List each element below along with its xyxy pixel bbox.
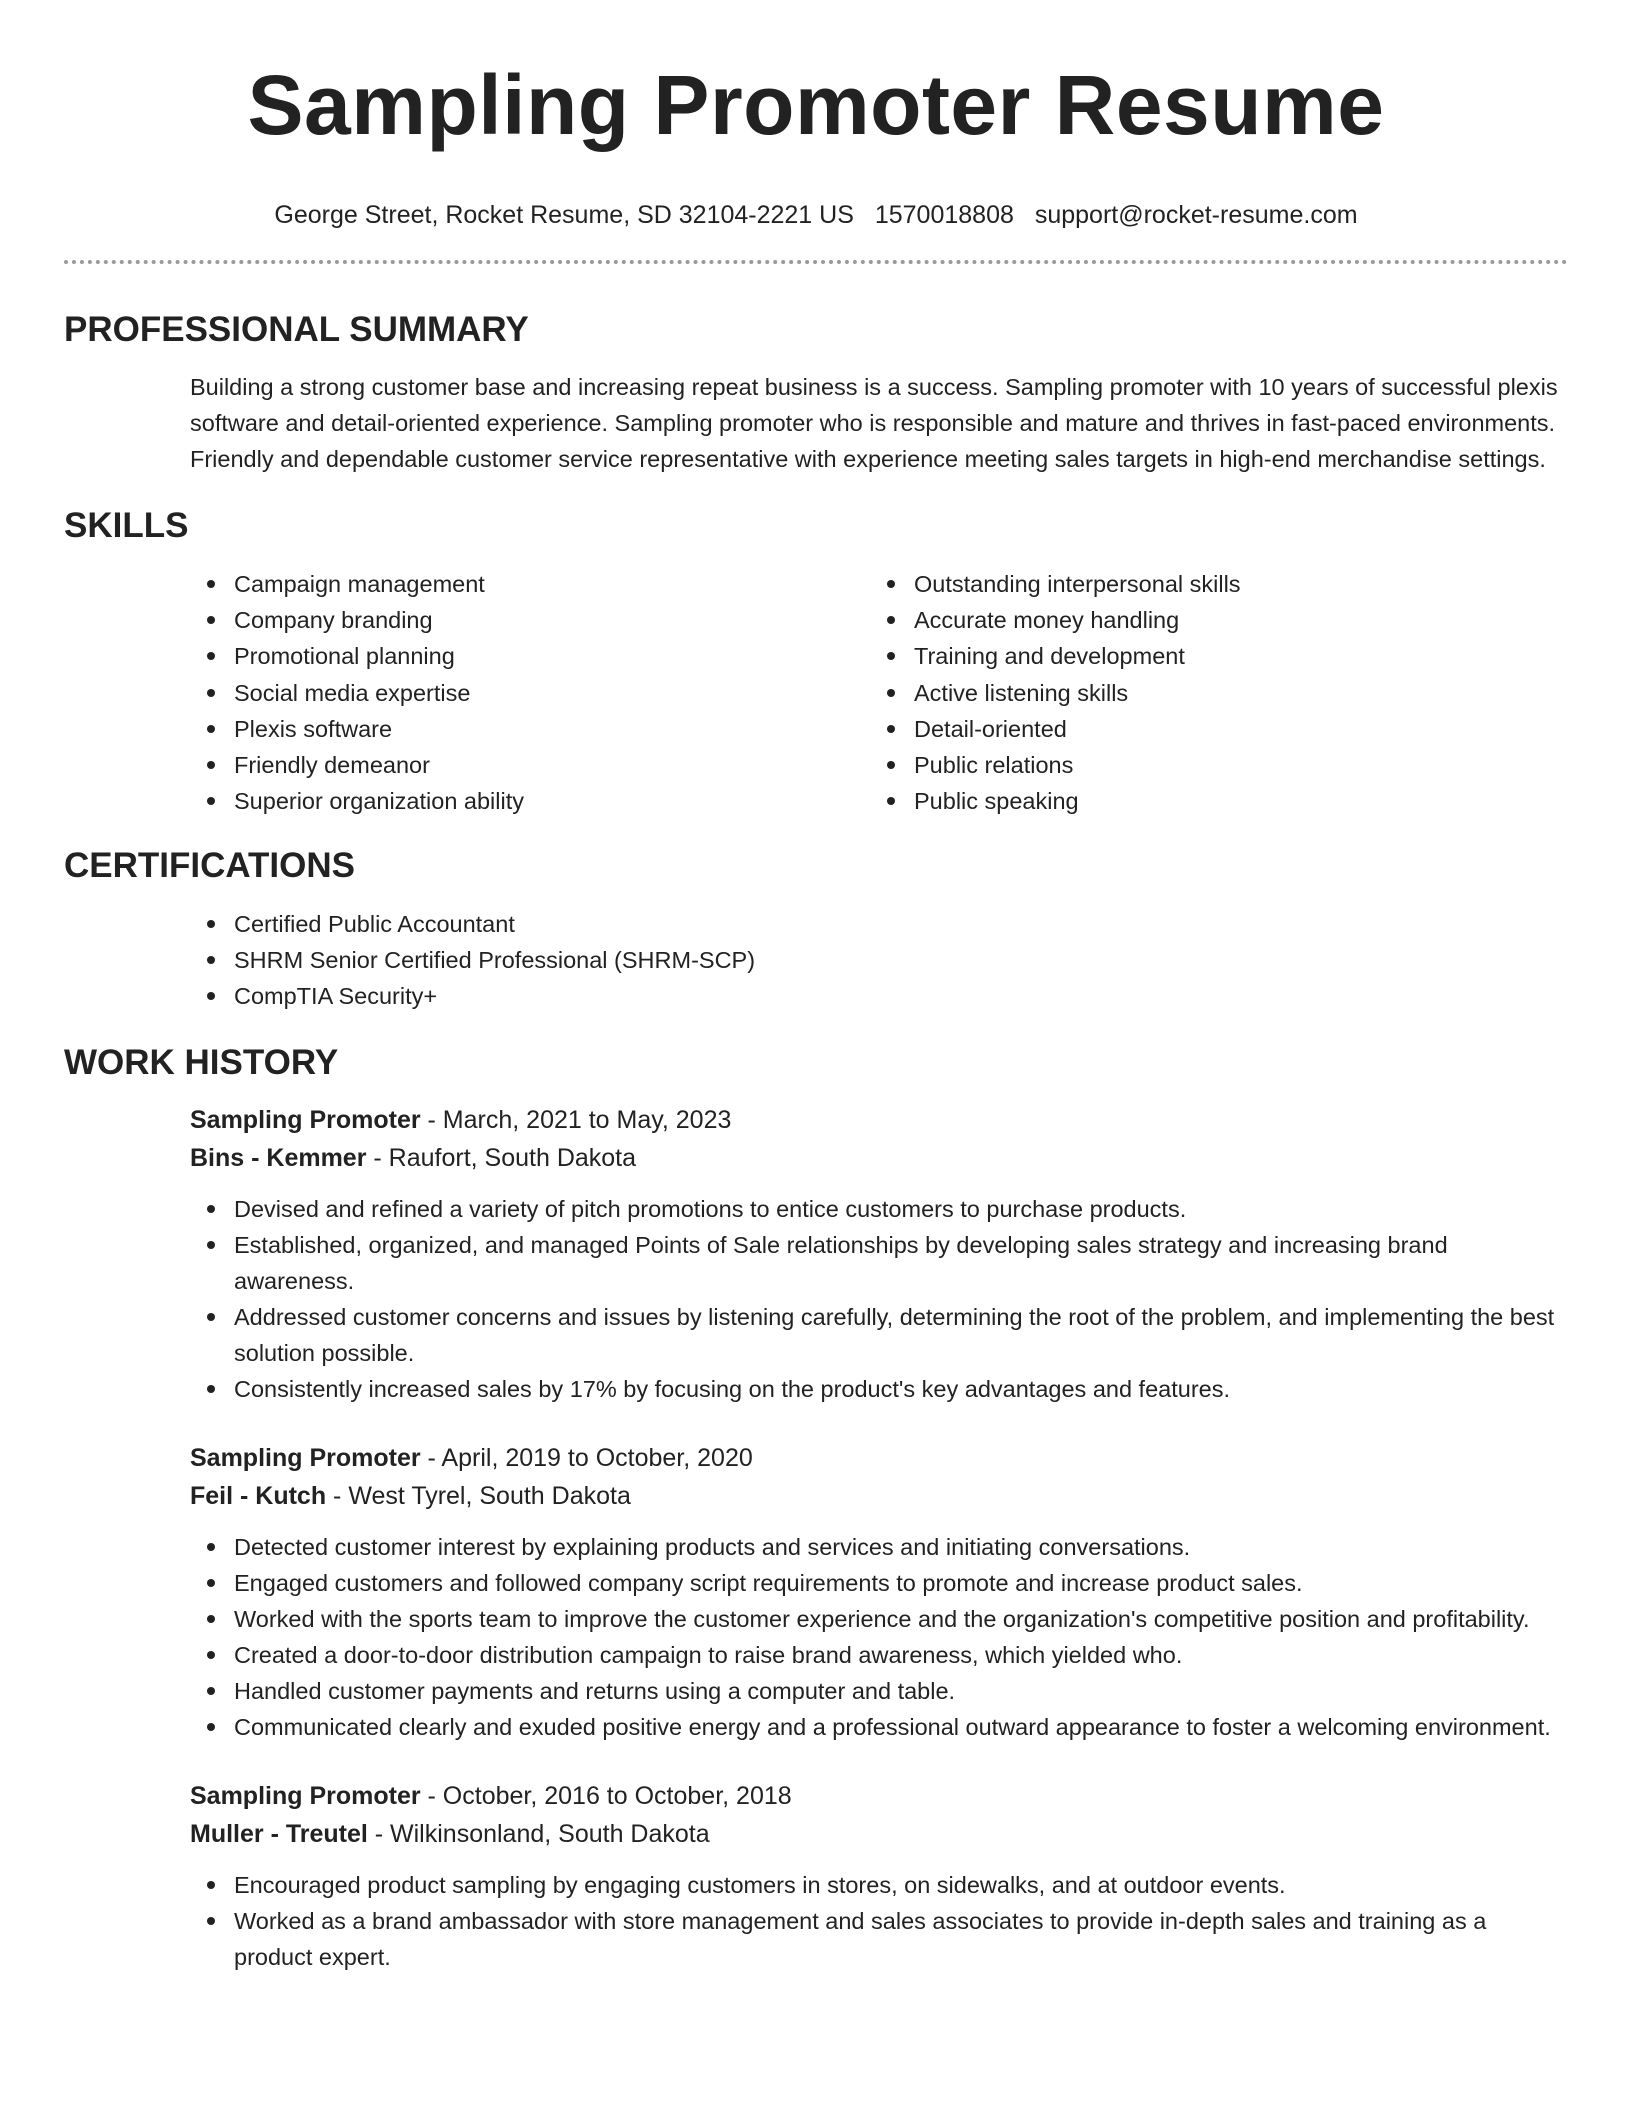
- section-heading-summary: PROFESSIONAL SUMMARY: [64, 310, 529, 349]
- job-entry: [64, 1439, 1568, 1745]
- section-heading-skills: SKILLS: [64, 506, 189, 545]
- job-company: Muller - Treutel: [190, 1820, 368, 1849]
- job-bullet-list: [190, 1191, 1568, 1407]
- job-company-line: [190, 1815, 1568, 1853]
- certifications-section: [64, 844, 1568, 1014]
- skill-item: Public relations: [870, 747, 1550, 783]
- job-company-line: [190, 1139, 1568, 1177]
- skills-list-left: [190, 566, 870, 819]
- skill-item: Accurate money handling: [870, 602, 1550, 638]
- skill-item: Company branding: [190, 602, 870, 638]
- skills-columns: [64, 566, 1568, 819]
- section-heading-work-history: WORK HISTORY: [64, 1043, 339, 1083]
- job-location: - Raufort, South Dakota: [366, 1144, 637, 1173]
- job-entry: [64, 1101, 1568, 1407]
- job-bullet: Addressed customer concerns and issues by listening carefully, determining the root of the problem, and implementing the best solution possible.: [190, 1299, 1568, 1371]
- job-bullet: Established, organized, and managed Points of Sale relationships by developing sales strategy and increasing brand awareness.: [190, 1227, 1568, 1299]
- header-divider: [64, 260, 1568, 264]
- job-bullet: Detected customer interest by explaining products and services and initiating conversations.: [190, 1529, 1568, 1565]
- job-bullet: Handled customer payments and returns using a computer and table.: [190, 1673, 1568, 1709]
- contact-line: [64, 198, 1568, 232]
- professional-summary-section: [64, 308, 1568, 477]
- job-bullet: Created a door-to-door distribution campaign to raise brand awareness, which yielded who.: [190, 1637, 1568, 1673]
- job-bullet-list: [190, 1529, 1568, 1745]
- skill-item: Outstanding interpersonal skills: [870, 566, 1550, 602]
- work-history-section: [64, 1041, 1568, 1975]
- job-bullet: Worked with the sports team to improve the customer experience and the organization's competitive position and profitability.: [190, 1601, 1568, 1637]
- job-dates: - October, 2016 to October, 2018: [420, 1782, 792, 1811]
- certification-item: Certified Public Accountant: [190, 906, 1568, 942]
- job-dates: - March, 2021 to May, 2023: [420, 1106, 732, 1135]
- job-bullet: Communicated clearly and exuded positive energy and a professional outward appearance to foster a welcoming environment.: [190, 1709, 1568, 1745]
- job-title-line: [190, 1101, 1568, 1139]
- job-company-line: [190, 1477, 1568, 1515]
- certification-item: SHRM Senior Certified Professional (SHRM-SCP): [190, 942, 1568, 978]
- skill-item: Social media expertise: [190, 675, 870, 711]
- job-bullet: Devised and refined a variety of pitch promotions to entice customers to purchase products.: [190, 1191, 1568, 1227]
- job-dates: - April, 2019 to October, 2020: [420, 1444, 753, 1473]
- skill-item: Friendly demeanor: [190, 747, 870, 783]
- certifications-list: [64, 906, 1568, 1014]
- contact-phone: 1570018808: [874, 201, 1014, 229]
- skill-item: Superior organization ability: [190, 783, 870, 819]
- section-heading-certifications: CERTIFICATIONS: [64, 846, 356, 886]
- job-title: Sampling Promoter: [190, 1782, 421, 1811]
- contact-address: George Street, Rocket Resume, SD 32104-2221 US: [274, 201, 854, 229]
- skill-item: Plexis software: [190, 711, 870, 747]
- page-title: Sampling Promoter Resume: [247, 58, 1385, 152]
- job-bullet: Encouraged product sampling by engaging customers in stores, on sidewalks, and at outdoor events.: [190, 1867, 1568, 1903]
- job-title-line: [190, 1777, 1568, 1815]
- job-bullet-list: [190, 1867, 1568, 1975]
- job-bullet: Worked as a brand ambassador with store management and sales associates to provide in-depth sales and training as a product expert.: [190, 1903, 1568, 1975]
- skill-item: Campaign management: [190, 566, 870, 602]
- job-location: - Wilkinsonland, South Dakota: [367, 1820, 710, 1849]
- job-location: - West Tyrel, South Dakota: [326, 1482, 631, 1511]
- job-entry: [64, 1777, 1568, 1975]
- skill-item: Promotional planning: [190, 638, 870, 674]
- job-company: Bins - Kemmer: [190, 1144, 367, 1173]
- contact-email: support@rocket-resume.com: [1034, 201, 1358, 229]
- skills-list-right: [870, 566, 1550, 819]
- job-title: Sampling Promoter: [190, 1444, 421, 1473]
- skill-item: Public speaking: [870, 783, 1550, 819]
- skill-item: Training and development: [870, 638, 1550, 674]
- certification-item: CompTIA Security+: [190, 978, 1568, 1014]
- skills-section: [64, 504, 1568, 819]
- job-title: Sampling Promoter: [190, 1106, 421, 1135]
- job-title-line: [190, 1439, 1568, 1477]
- skill-item: Active listening skills: [870, 675, 1550, 711]
- skill-item: Detail-oriented: [870, 711, 1550, 747]
- job-bullet: Consistently increased sales by 17% by focusing on the product's key advantages and features.: [190, 1371, 1568, 1407]
- job-company: Feil - Kutch: [190, 1482, 327, 1511]
- summary-text: Building a strong customer base and increasing repeat business is a success. Sampling promoter with 10 years of successful plexis software and detail-oriented experience. Sampling promoter who is responsible and mature and thrives in fast-paced environments. Friendly and dependable customer service representative with experience meeting sales targets in high-end merchandise settings.: [190, 374, 1558, 472]
- job-bullet: Engaged customers and followed company script requirements to promote and increase product sales.: [190, 1565, 1568, 1601]
